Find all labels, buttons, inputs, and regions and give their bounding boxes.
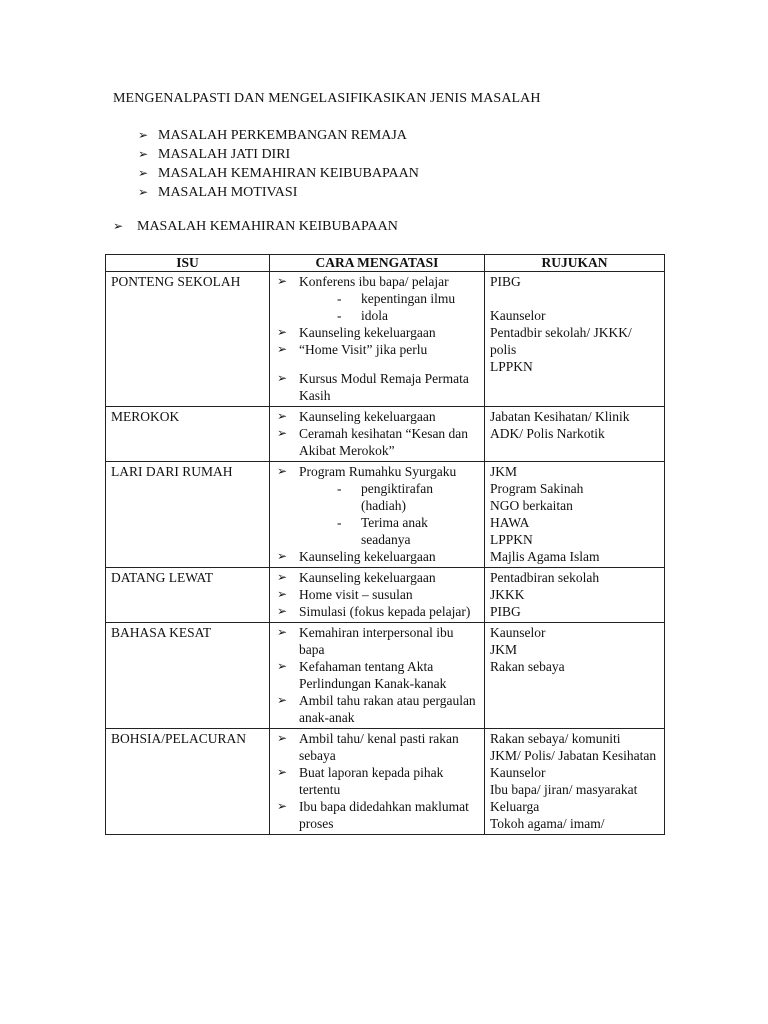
reference-cell: JKM Program Sakinah NGO berkaitan HAWA LPPKN Majlis Agama Islam <box>485 462 665 568</box>
category-item: ➢ MASALAH MOTIVASI <box>138 185 298 200</box>
table-row <box>106 462 665 568</box>
arrow-bullet-icon: ➢ <box>138 185 149 199</box>
arrow-bullet-icon: ➢ <box>277 325 288 339</box>
reference-cell: Kaunselor JKM Rakan sebaya <box>485 623 665 729</box>
page-title: MENGENALPASTI DAN MENGELASIFIKASIKAN JENIS MASALAH <box>113 91 541 106</box>
solution-item: ➢ Home visit – susulan <box>277 587 413 602</box>
section-heading: ➢ MASALAH KEMAHIRAN KEIBUBAPAAN <box>113 219 398 234</box>
solution-cell <box>270 623 485 729</box>
issue-cell: PONTENG SEKOLAH <box>106 272 270 407</box>
solution-item: ➢ Kaunseling kekeluargaan <box>277 549 436 564</box>
solution-cell <box>270 407 485 462</box>
reference-cell: PIBG Kaunselor Pentadbir sekolah/ JKKK/ polis LPPKN <box>485 272 665 407</box>
arrow-bullet-icon: ➢ <box>277 409 288 423</box>
problem-table <box>105 254 665 835</box>
category-item: ➢ MASALAH KEMAHIRAN KEIBUBAPAAN <box>138 166 419 181</box>
sub-item: - Terima anak seadanya <box>337 515 428 547</box>
sub-item: - idola <box>337 308 388 323</box>
arrow-bullet-icon: ➢ <box>277 570 288 584</box>
solution-cell <box>270 462 485 568</box>
solution-cell <box>270 568 485 623</box>
arrow-bullet-icon: ➢ <box>277 549 288 563</box>
table-row <box>106 623 665 729</box>
solution-item: ➢ Program Rumahku Syurgaku - pengiktirafan (hadiah) - Terima anak seadanya <box>275 463 479 548</box>
solution-item: ➢ Ceramah kesihatan “Kesan dan Akibat Merokok” <box>277 426 469 458</box>
solution-item: ➢ Simulasi (fokus kepada pelajar) <box>277 604 471 619</box>
category-item: ➢ MASALAH JATI DIRI <box>138 147 291 162</box>
arrow-bullet-icon: ➢ <box>277 799 288 813</box>
column-header-isu: ISU <box>106 255 270 272</box>
arrow-bullet-icon: ➢ <box>138 166 149 180</box>
table-row <box>106 568 665 623</box>
solution-cell <box>270 729 485 835</box>
table-row <box>106 272 665 407</box>
solution-item: ➢ “Home Visit” jika perlu <box>277 342 428 357</box>
reference-cell: Pentadbiran sekolah JKKK PIBG <box>485 568 665 623</box>
arrow-bullet-icon: ➢ <box>277 693 288 707</box>
sub-item: - kepentingan ilmu <box>337 291 456 306</box>
problem-category-list <box>138 126 419 202</box>
arrow-bullet-icon: ➢ <box>138 147 149 161</box>
issue-cell: BAHASA KESAT <box>106 623 270 729</box>
column-header-cara: CARA MENGATASI <box>270 255 485 272</box>
reference-cell: Jabatan Kesihatan/ Klinik ADK/ Polis Narkotik <box>485 407 665 462</box>
arrow-bullet-icon: ➢ <box>277 625 288 639</box>
solution-item: ➢ Kefahaman tentang Akta Perlindungan Kanak-kanak <box>277 659 447 691</box>
column-header-rujukan: RUJUKAN <box>485 255 665 272</box>
solution-item: ➢ Konferens ibu bapa/ pelajar - kepentingan ilmu - idola <box>275 273 479 324</box>
category-item: ➢ MASALAH PERKEMBANGAN REMAJA <box>138 128 407 143</box>
arrow-bullet-icon: ➢ <box>277 731 288 745</box>
arrow-bullet-icon: ➢ <box>138 128 149 142</box>
arrow-bullet-icon: ➢ <box>277 274 288 288</box>
table-header-row <box>106 255 665 272</box>
arrow-bullet-icon: ➢ <box>277 604 288 618</box>
arrow-bullet-icon: ➢ <box>277 426 288 440</box>
solution-item: ➢ Buat laporan kepada pihak tertentu <box>277 765 444 797</box>
solution-item: ➢ Ibu bapa didedahkan maklumat proses <box>277 799 469 831</box>
issue-cell: DATANG LEWAT <box>106 568 270 623</box>
arrow-bullet-icon: ➢ <box>277 659 288 673</box>
arrow-bullet-icon: ➢ <box>277 371 288 385</box>
arrow-bullet-icon: ➢ <box>277 342 288 356</box>
solution-cell <box>270 272 485 407</box>
reference-cell: Rakan sebaya/ komuniti JKM/ Polis/ Jabatan Kesihatan Kaunselor Ibu bapa/ jiran/ masyarakat Keluarga Tokoh agama/ imam/ <box>485 729 665 835</box>
solution-item: ➢ Kaunseling kekeluargaan <box>277 409 436 424</box>
arrow-bullet-icon: ➢ <box>277 587 288 601</box>
table-row <box>106 407 665 462</box>
solution-item: ➢ Ambil tahu/ kenal pasti rakan sebaya <box>277 731 459 763</box>
arrow-bullet-icon: ➢ <box>277 765 288 779</box>
issue-cell: BOHSIA/PELACURAN <box>106 729 270 835</box>
table-row <box>106 729 665 835</box>
solution-item: ➢ Kursus Modul Remaja Permata Kasih <box>277 371 469 403</box>
solution-item: ➢ Kaunseling kekeluargaan <box>277 325 436 340</box>
issue-cell: MEROKOK <box>106 407 270 462</box>
solution-item: ➢ Kaunseling kekeluargaan <box>277 570 436 585</box>
issue-cell: LARI DARI RUMAH <box>106 462 270 568</box>
arrow-bullet-icon: ➢ <box>277 464 288 478</box>
arrow-bullet-icon: ➢ <box>113 219 124 233</box>
solution-item: ➢ Kemahiran interpersonal ibu bapa <box>277 625 454 657</box>
solution-item: ➢ Ambil tahu rakan atau pergaulan anak-anak <box>277 693 476 725</box>
sub-item: - pengiktirafan (hadiah) <box>337 481 433 513</box>
